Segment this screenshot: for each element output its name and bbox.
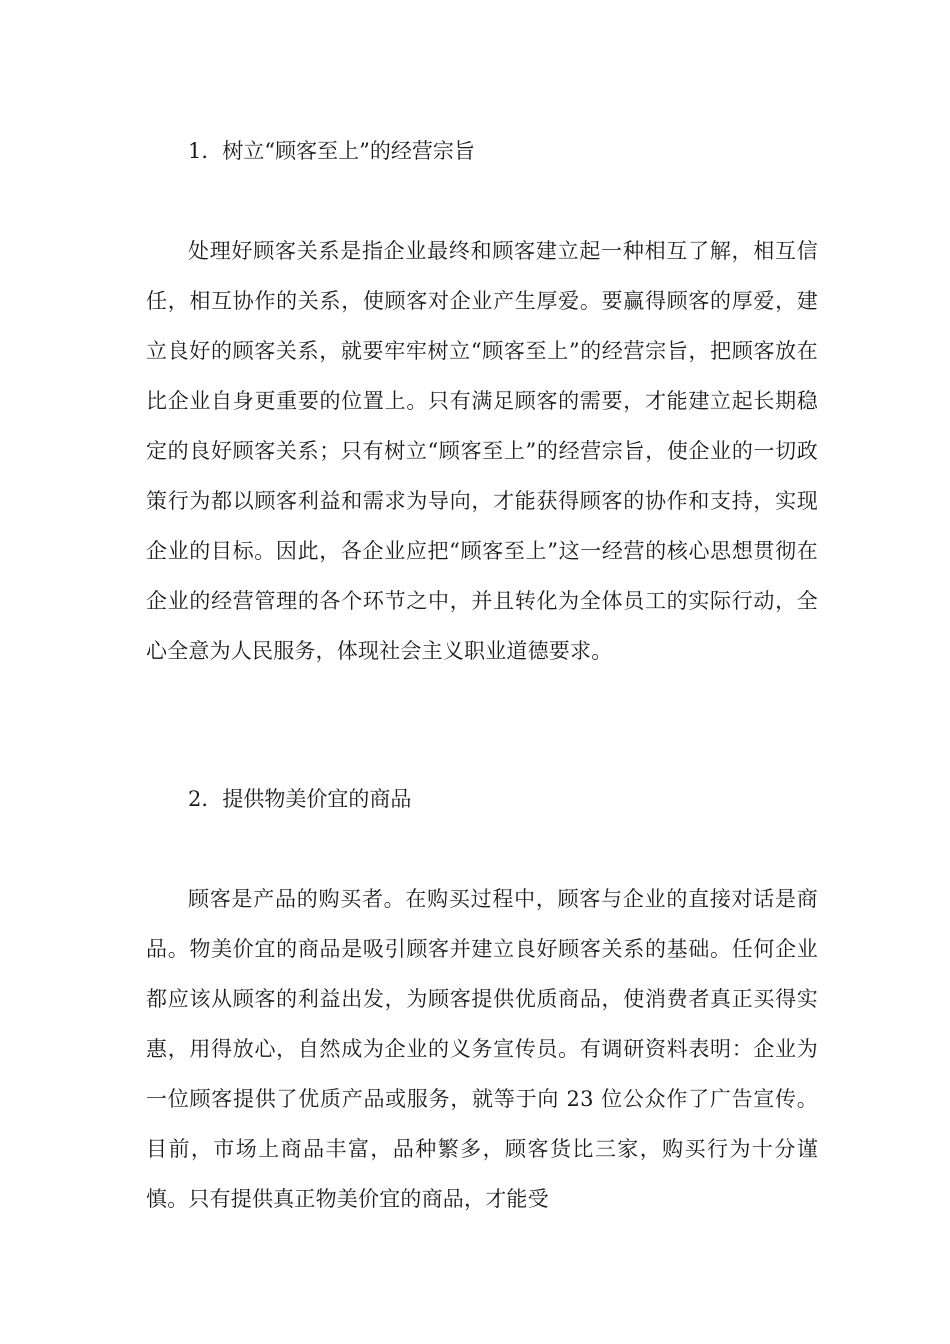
section-heading-2: 2．提供物美价宜的商品 [188, 787, 412, 811]
section-heading-1: 1．树立“顾客至上”的经营宗旨 [188, 139, 475, 163]
section-paragraph-2: 顾客是产品的购买者。在购买过程中，顾客与企业的直接对话是商品。物美价宜的商品是吸引顾客并建立良好顾客关系的基础。任何企业都应该从顾客的利益出发，为顾客提供优质商品，使消费者真正买得实惠，用得放心，自然成为企业的义务宣传员。有调研资料表明：企业为一位顾客提供了优质产品或服务，就等于向 23 位公众作了广告宣传。目前，市场上商品丰富，品种繁多，顾客货比三家，购买行为十分谨慎。只有提供真正物美价宜的商品，才能受 [146, 887, 818, 1211]
section-paragraph-1: 处理好顾客关系是指企业最终和顾客建立起一种相互了解，相互信任，相互协作的关系，使顾客对企业产生厚爱。要赢得顾客的厚爱，建立良好的顾客关系，就要牢牢树立“顾客至上”的经营宗旨，把顾客放在比企业自身更重要的位置上。只有满足顾客的需要，才能建立起长期稳定的良好顾客关系；只有树立“顾客至上”的经营宗旨，使企业的一切政策行为都以顾客利益和需求为导向，才能获得顾客的协作和支持，实现企业的目标。因此，各企业应把“顾客至上”这一经营的核心思想贯彻在企业的经营管理的各个环节之中，并且转化为全体员工的实际行动，全心全意为人民服务，体现社会主义职业道德要求。 [146, 239, 818, 663]
